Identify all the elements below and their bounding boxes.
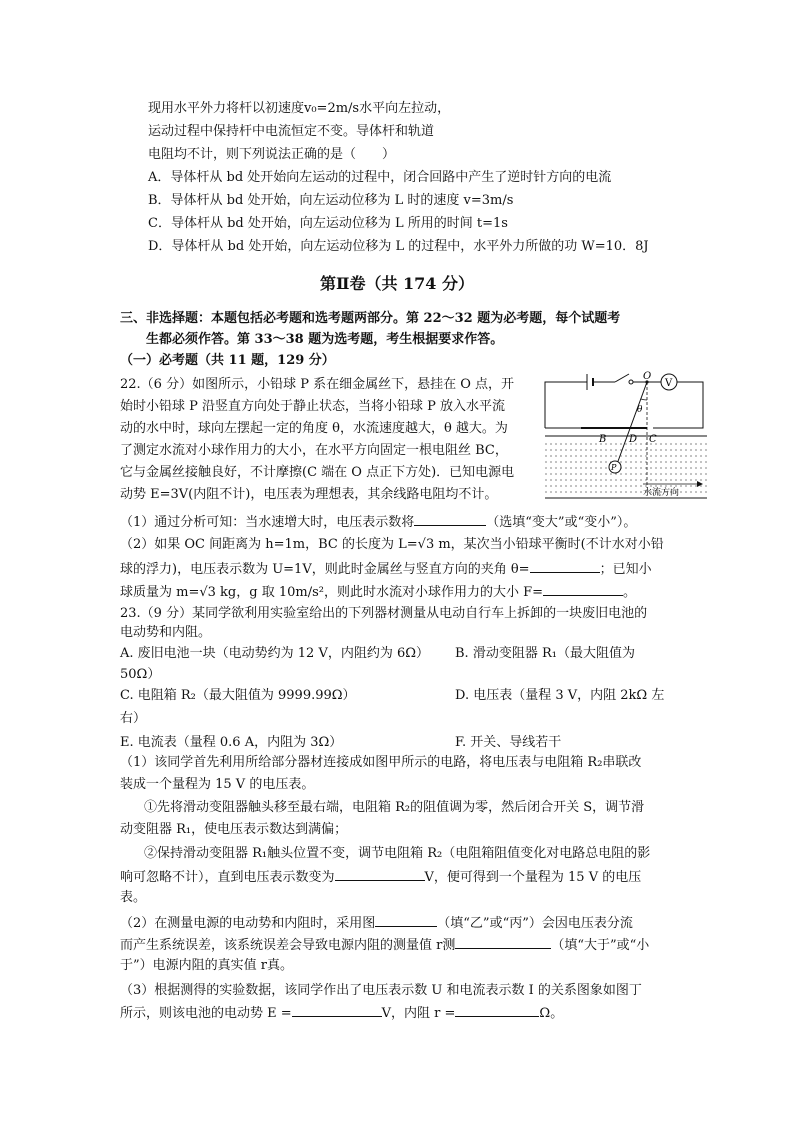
q22-sub2-text: 球的浮力)，电压表示数为 U=1V，则此时金属丝与竖直方向的夹角 θ= — [120, 562, 530, 577]
q23-sub1-step2: ②保持滑动变阻器 R₁触头位置不变，调节电阻箱 R₂（电阻箱阻值变化对电路总电阻的影 — [144, 846, 651, 861]
q22-line3: 动的水中时，球向左摆起一定的角度 θ，水流速度越大，θ 越大。为 — [120, 421, 508, 436]
q23-item-e: E. 电流表（量程 0.6 A，内阻为 3Ω） — [120, 735, 343, 750]
q23-item-f: F. 开关、导线若干 — [455, 735, 562, 750]
q23-sub2b-tail: （填“大于”或“小 — [551, 938, 650, 953]
switch-contact — [629, 380, 633, 384]
answer-blank-voltage[interactable] — [414, 513, 486, 526]
label-theta: θ — [637, 405, 643, 415]
q23-sub1-step2-cont — [120, 868, 641, 886]
q22-sub2-line1: （2）如果 OC 间距离为 h=1m，BC 的长度为 L=√3 m，某次当小铅球平衡时(不计水对小铅 — [120, 537, 664, 552]
answer-blank-theta[interactable] — [530, 560, 600, 573]
q23-step2-tail: V，便可得到一个量程为 15 V 的电压 — [424, 870, 642, 885]
q22-sub2c-text: 球质量为 m=√3 kg，g 取 10m/s²，则此时水流对小球作用力的大小 F= — [120, 585, 544, 600]
part3-line3: （一）必考题（共 11 题，129 分） — [120, 353, 335, 368]
q21-line3: 电阻均不计，则下列说法正确的是（ ） — [148, 147, 396, 162]
label-o: O — [643, 371, 652, 382]
q23-sub2-tail: （填“乙”或“丙”）会因电压表分流 — [437, 916, 633, 931]
q23-sub3-tail: Ω。 — [539, 1006, 564, 1021]
q23-sub2-line3: 于”）电源内阻的真实值 r真。 — [120, 958, 293, 973]
q23-sub2-text: （2）在测量电源的电动势和内阻时，采用图 — [120, 916, 376, 931]
q23-sub3-mid: V，内阻 r = — [381, 1006, 456, 1021]
q23-item-a: A. 废旧电池一块（电动势约为 12 V，内阻约为 6Ω） — [120, 646, 430, 661]
q21-option-b: B．导体杆从 bd 处开始，向左运动位移为 L 时的速度 v=3m/s — [148, 193, 514, 208]
q23-sub1-step1-cont: 动变阻器 R₁，使电压表示数达到满偏； — [120, 822, 348, 837]
q22-sub2-line3 — [120, 583, 636, 601]
q23-sub2b-text: 而产生系统误差，该系统误差会导致电源内阻的测量值 r测 — [120, 938, 456, 953]
q23-sub2-line1 — [120, 914, 633, 932]
part3-line1: 三、非选择题：本题包括必考题和选考题两部分。第 22～32 题为必考题，每个试题考 — [120, 311, 621, 326]
circuit-wire — [545, 382, 587, 428]
q22-line5: 它与金属丝接触良好，不计摩擦(C 端在 O 点正下方处)．已知电源电 — [120, 465, 515, 480]
q23-item-d: D. 电压表（量程 3 V，内阻 2kΩ 左 — [455, 688, 665, 703]
answer-blank-resistance[interactable] — [455, 1004, 539, 1017]
answer-blank-comparison[interactable] — [455, 936, 551, 949]
label-p: P — [611, 463, 617, 472]
q23-sub3-line1: （3）根据测得的实验数据，该同学作出了电压表示数 U 和电流表示数 I 的关系图象如图丁 — [120, 983, 642, 998]
metal-wire — [617, 382, 647, 464]
answer-blank-emf[interactable] — [292, 1004, 382, 1017]
q23-item-c: C. 电阻箱 R₂（最大阻值为 9999.99Ω） — [120, 688, 356, 703]
q23-line1: 23.（9 分）某同学欲利用实验室给出的下列器材测量从电动自行车上拆卸的一块废旧电池的 — [120, 606, 648, 621]
theta-arc — [641, 399, 647, 400]
answer-blank-figure[interactable] — [375, 914, 437, 927]
q23-sub1-end: 表。 — [120, 890, 147, 905]
q23-step2-text: 响可忽略不计），直到电压表示数变为 — [120, 870, 335, 885]
q21-line1: 现用水平外力将杆以初速度v₀=2m/s水平向左拉动， — [148, 101, 451, 116]
q22-sub2c-tail: 。 — [623, 585, 637, 600]
q22-line1: 22.（6 分）如图所示，小铅球 P 系在细金属丝下，悬挂在 O 点，开 — [120, 377, 515, 392]
q22-line4: 了测定水流对小球作用力的大小，在水平方向固定一根电阻丝 BC， — [120, 443, 508, 458]
section-title: 第Ⅱ卷（共 174 分） — [319, 274, 475, 293]
q21-line2: 运动过程中保持杆中电流恒定不变。导体杆和轨道 — [148, 124, 435, 139]
switch-blade — [615, 374, 629, 382]
q22-sub1-text: （1）通过分析可知：当水速增大时，电压表示数将 — [120, 515, 415, 530]
q21-option-c: C．导体杆从 bd 处开始，向左运动位移为 L 所用的时间 t=1s — [148, 216, 508, 231]
q23-sub3-line2 — [120, 1004, 563, 1022]
label-c: C — [649, 434, 657, 445]
q23-sub1-step1: ①先将滑动变阻器触头移至最右端，电阻箱 R₂的阻值调为零，然后闭合开关 S，调节滑 — [144, 800, 645, 815]
label-b: B — [599, 434, 607, 445]
answer-blank-voltmeter-reading[interactable] — [335, 868, 425, 881]
q23-item-b-cont: 50Ω） — [120, 667, 161, 682]
label-d: D — [629, 434, 638, 445]
q23-sub1-line1: （1）该同学首先利用所给部分器材连接成如图甲所示的电路，将电压表与电阻箱 R₂串联改 — [120, 755, 642, 770]
q22-sub1 — [120, 513, 636, 531]
q21-option-a: A．导体杆从 bd 处开始向左运动的过程中，闭合回路中产生了逆时针方向的电流 — [148, 170, 612, 185]
answer-blank-force[interactable] — [543, 583, 623, 596]
q21-option-d: D．导体杆从 bd 处开始，向左运动位移为 L 的过程中，水平外力所做的功 W=10．8J — [148, 239, 649, 254]
q23-line2: 电动势和内阻。 — [120, 625, 212, 640]
q23-item-d-cont: 右） — [120, 711, 147, 726]
q23-item-b: B. 滑动变阻器 R₁（最大阻值为 — [455, 646, 635, 661]
q23-sub1-line2: 装成一个量程为 15 V 的电压表。 — [120, 777, 315, 792]
part3-line2: 生都必须作答。第 33～38 题为选考题，考生根据要求作答。 — [146, 332, 504, 347]
q22-line6: 动势 E=3V(内阻不计)，电压表为理想表，其余线路电阻均不计。 — [120, 487, 498, 502]
voltmeter-label: V — [665, 378, 673, 389]
q22-sub2-tail: ；已知小 — [599, 562, 652, 577]
q23-sub2-line2 — [120, 936, 649, 954]
q22-line2: 始时小铅球 P 沿竖直方向处于静止状态，当将小铅球 P 放入水平流 — [120, 399, 506, 414]
water-hatching — [545, 444, 707, 492]
q23-sub3-text: 所示，则该电池的电动势 E = — [120, 1006, 292, 1021]
flow-label: 水流方向 — [643, 488, 680, 498]
q22-sub1-hint: （选填“变大”或“变小”）。 — [486, 515, 637, 530]
circuit-wire-5 — [653, 382, 703, 428]
q22-figure — [543, 370, 709, 504]
q22-sub2-line2 — [120, 560, 652, 578]
